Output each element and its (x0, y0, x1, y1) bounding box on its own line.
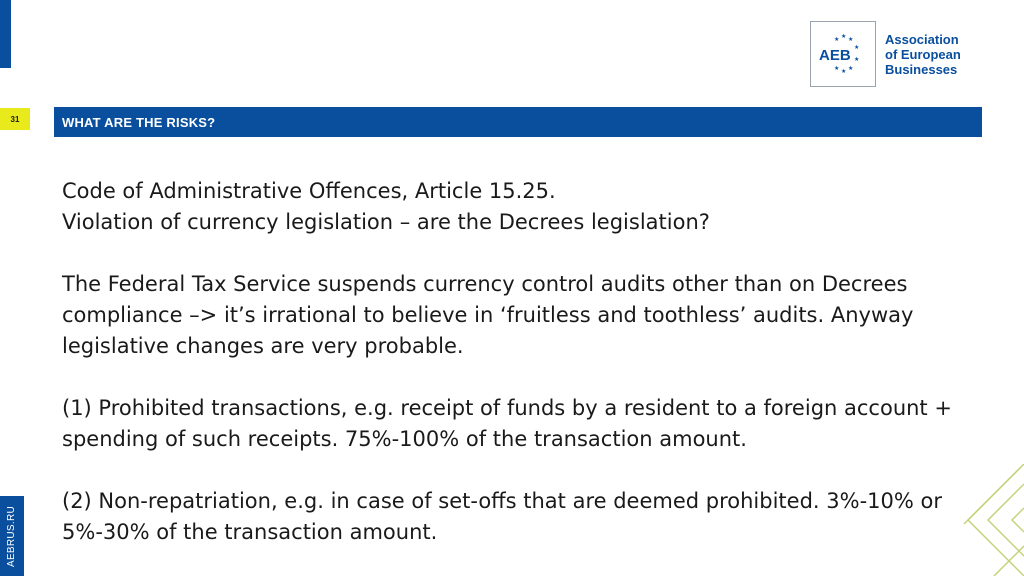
svg-text:★: ★ (854, 44, 860, 51)
logo-line-2: of European (885, 46, 961, 62)
logo-line-3: Businesses (885, 61, 958, 77)
aeb-logo-wordmark (885, 32, 961, 77)
top-left-accent-bar (0, 0, 11, 68)
svg-text:★: ★ (848, 36, 854, 43)
paragraph-code-reference (62, 176, 992, 238)
svg-text:★: ★ (848, 65, 854, 72)
svg-text:★: ★ (834, 36, 840, 43)
svg-text:★: ★ (854, 56, 860, 63)
aeb-logo (810, 20, 961, 88)
svg-text:★: ★ (841, 68, 847, 75)
website-label-text: AEBRUS.RU (6, 505, 18, 567)
paragraph-non-repatriation: (2) Non-repatriation, e.g. in case of set-offs that are deemed prohibited. 3%-10% or 5%-30% of the transaction amount. (62, 489, 942, 544)
aeb-star-circle-icon (811, 22, 875, 86)
aeb-logo-mark (810, 21, 876, 87)
slide-title: WHAT ARE THE RISKS? (62, 114, 216, 130)
paragraph-prohibited-transactions: (1) Prohibited transactions, e.g. receipt of funds by a resident to a foreign account + spending of such receipts. 75%-100% of the transaction amount. (62, 396, 952, 451)
corner-decoration-lines-icon (924, 464, 1024, 576)
website-side-label (0, 496, 24, 576)
svg-text:AEB: AEB (819, 47, 851, 64)
svg-text:★: ★ (841, 33, 847, 40)
logo-line-1: Association (885, 31, 959, 47)
page-number-badge: 31 (0, 108, 30, 130)
svg-text:★: ★ (834, 65, 840, 72)
paragraph-fts-audits: The Federal Tax Service suspends currency control audits other than on Decrees compliance –> it’s irrational to believe in ‘fruitless and toothless’ audits. Anyway legislative changes are very probable. (62, 272, 914, 358)
slide-body (62, 176, 992, 579)
paragraph-1-line-2: Violation of currency legislation – are the Decrees legislation? (62, 210, 710, 234)
paragraph-1-line-1: Code of Administrative Offences, Article 15.25. (62, 179, 556, 203)
slide-title-bar (54, 107, 982, 137)
